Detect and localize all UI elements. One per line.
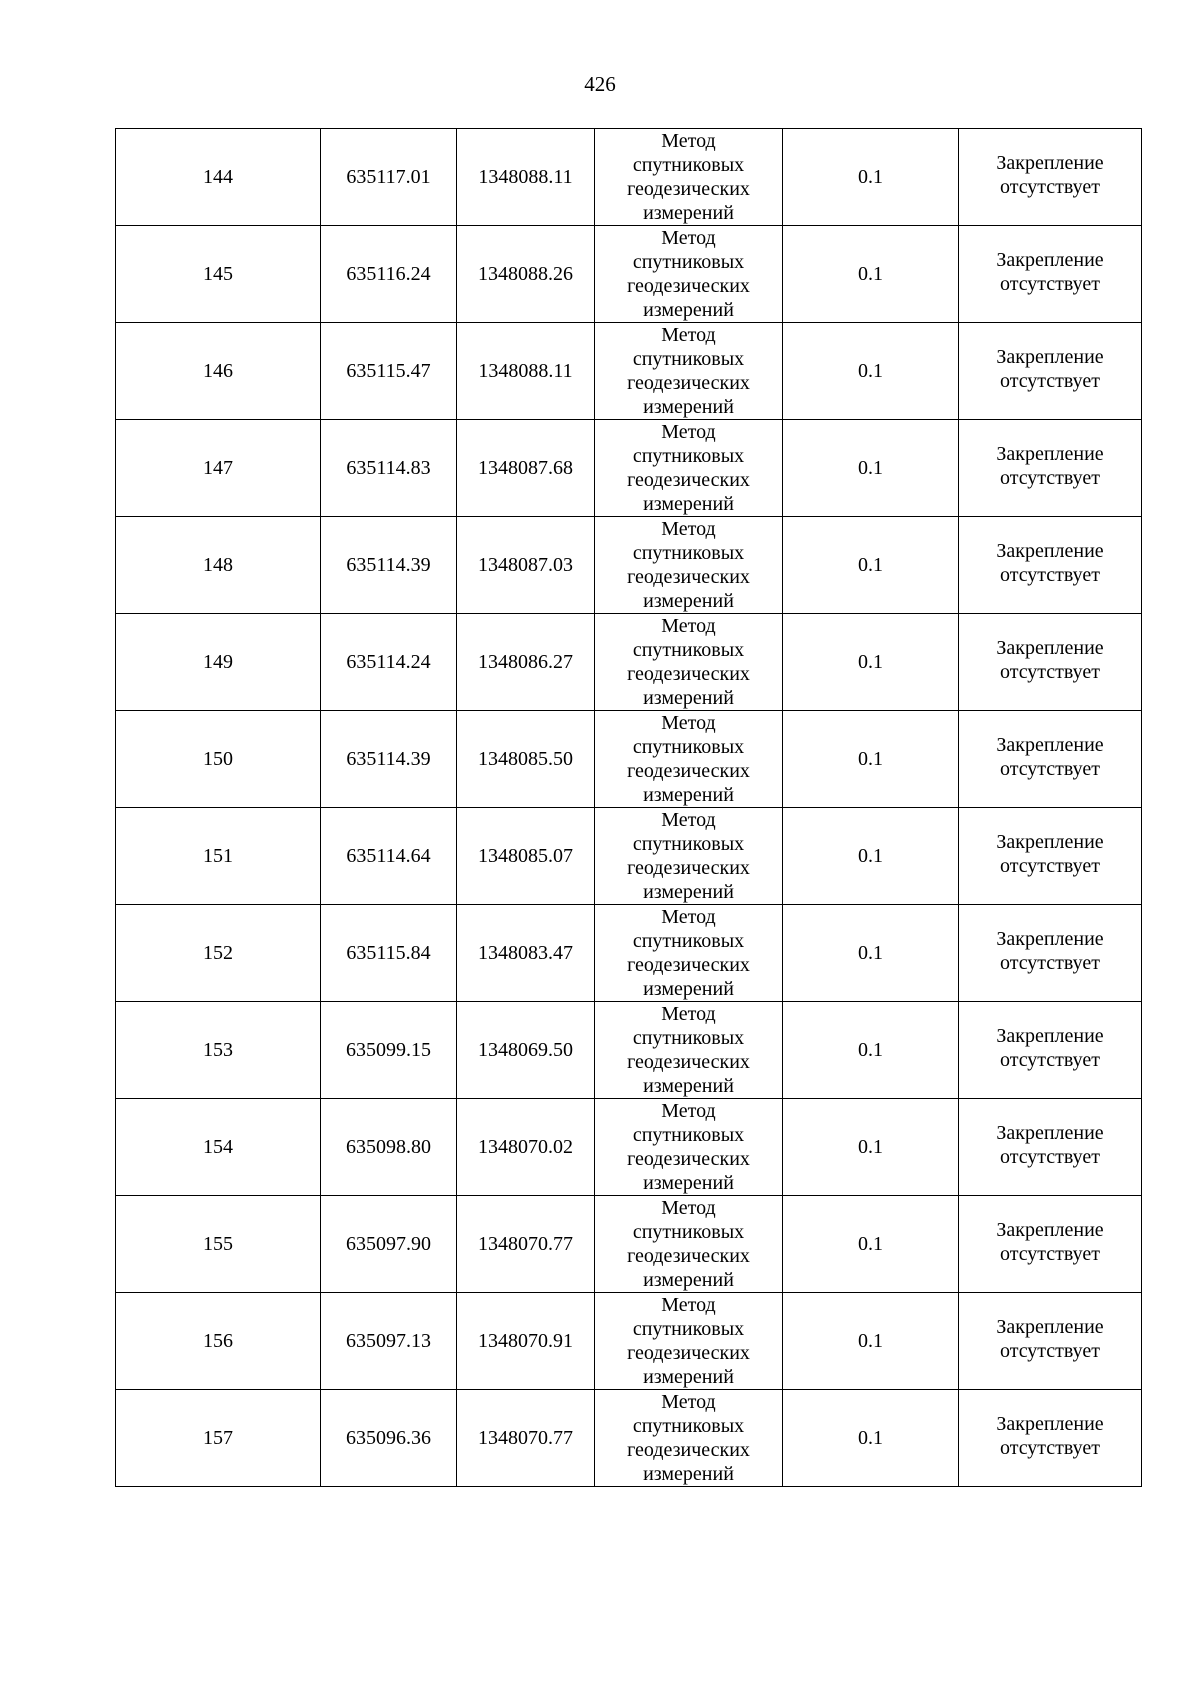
fixing-text [959, 442, 1141, 490]
method-line: геодезических [627, 1051, 750, 1073]
point-number-cell: 157 [116, 1390, 321, 1487]
table-row [116, 226, 1142, 323]
fixing-cell [959, 905, 1142, 1002]
fixing-line: отсутствует [999, 1437, 1101, 1459]
table-row [116, 129, 1142, 226]
fixing-text [959, 1024, 1141, 1072]
method-line: спутниковых [632, 1221, 745, 1243]
fixing-cell [959, 323, 1142, 420]
fixing-line: Закрепление [996, 1413, 1104, 1435]
method-line: измерений [643, 881, 734, 903]
method-line: измерений [643, 493, 734, 515]
method-line: Метод [661, 421, 716, 443]
fixing-text [959, 830, 1141, 878]
fixing-text [959, 345, 1141, 393]
fixing-cell [959, 420, 1142, 517]
accuracy-cell: 0.1 [783, 323, 959, 420]
point-number-cell: 148 [116, 517, 321, 614]
fixing-text [959, 636, 1141, 684]
x-coordinate-cell: 635098.80 [321, 1099, 457, 1196]
method-line: геодезических [627, 1148, 750, 1170]
fixing-line: Закрепление [996, 249, 1104, 271]
method-line: геодезических [627, 663, 750, 685]
point-number-cell: 149 [116, 614, 321, 711]
method-cell [595, 711, 783, 808]
method-cell [595, 1293, 783, 1390]
fixing-text [959, 151, 1141, 199]
method-line: спутниковых [632, 1027, 745, 1049]
y-coordinate-cell: 1348088.11 [457, 323, 595, 420]
method-line: измерений [643, 1075, 734, 1097]
fixing-cell [959, 808, 1142, 905]
method-line: спутниковых [632, 348, 745, 370]
x-coordinate-cell: 635097.90 [321, 1196, 457, 1293]
method-cell [595, 1099, 783, 1196]
fixing-line: отсутствует [999, 564, 1101, 586]
fixing-line: Закрепление [996, 928, 1104, 950]
method-cell [595, 1390, 783, 1487]
y-coordinate-cell: 1348070.91 [457, 1293, 595, 1390]
method-line: спутниковых [632, 1318, 745, 1340]
method-line: геодезических [627, 178, 750, 200]
accuracy-cell: 0.1 [783, 517, 959, 614]
method-line: измерений [643, 1172, 734, 1194]
table-row [116, 323, 1142, 420]
method-line: измерений [643, 1269, 734, 1291]
method-cell [595, 226, 783, 323]
table-row [116, 614, 1142, 711]
x-coordinate-cell: 635114.83 [321, 420, 457, 517]
method-line: Метод [661, 130, 716, 152]
fixing-cell [959, 1099, 1142, 1196]
fixing-line: отсутствует [999, 176, 1101, 198]
accuracy-cell: 0.1 [783, 614, 959, 711]
fixing-cell [959, 1002, 1142, 1099]
method-line: геодезических [627, 566, 750, 588]
fixing-line: отсутствует [999, 1340, 1101, 1362]
x-coordinate-cell: 635115.84 [321, 905, 457, 1002]
accuracy-cell: 0.1 [783, 1390, 959, 1487]
method-line: спутниковых [632, 833, 745, 855]
table-row [116, 808, 1142, 905]
accuracy-cell: 0.1 [783, 808, 959, 905]
fixing-line: Закрепление [996, 540, 1104, 562]
fixing-text [959, 539, 1141, 587]
fixing-line: Закрепление [996, 1122, 1104, 1144]
x-coordinate-cell: 635115.47 [321, 323, 457, 420]
method-line: Метод [661, 227, 716, 249]
method-line: Метод [661, 518, 716, 540]
y-coordinate-cell: 1348070.77 [457, 1390, 595, 1487]
fixing-cell [959, 1293, 1142, 1390]
y-coordinate-cell: 1348087.68 [457, 420, 595, 517]
method-line: спутниковых [632, 251, 745, 273]
method-line: геодезических [627, 760, 750, 782]
fixing-cell [959, 1196, 1142, 1293]
accuracy-cell: 0.1 [783, 1099, 959, 1196]
method-line: Метод [661, 712, 716, 734]
y-coordinate-cell: 1348088.11 [457, 129, 595, 226]
fixing-cell [959, 711, 1142, 808]
coordinates-table [115, 128, 1142, 1487]
x-coordinate-cell: 635114.39 [321, 711, 457, 808]
method-cell [595, 323, 783, 420]
method-line: Метод [661, 324, 716, 346]
fixing-line: отсутствует [999, 467, 1101, 489]
y-coordinate-cell: 1348083.47 [457, 905, 595, 1002]
coordinates-table-body [116, 129, 1142, 1487]
fixing-line: отсутствует [999, 1146, 1101, 1168]
x-coordinate-cell: 635114.39 [321, 517, 457, 614]
fixing-text [959, 1412, 1141, 1460]
table-row [116, 1293, 1142, 1390]
fixing-line: отсутствует [999, 952, 1101, 974]
point-number-cell: 154 [116, 1099, 321, 1196]
method-cell [595, 905, 783, 1002]
method-line: спутниковых [632, 1124, 745, 1146]
fixing-line: отсутствует [999, 661, 1101, 683]
table-row [116, 1002, 1142, 1099]
method-line: Метод [661, 615, 716, 637]
fixing-text [959, 1121, 1141, 1169]
fixing-text [959, 927, 1141, 975]
method-line: спутниковых [632, 445, 745, 467]
table-row [116, 517, 1142, 614]
fixing-line: Закрепление [996, 443, 1104, 465]
method-line: геодезических [627, 372, 750, 394]
method-line: Метод [661, 1391, 716, 1413]
method-line: Метод [661, 1100, 716, 1122]
method-line: измерений [643, 978, 734, 1000]
method-line: спутниковых [632, 736, 745, 758]
x-coordinate-cell: 635097.13 [321, 1293, 457, 1390]
x-coordinate-cell: 635114.24 [321, 614, 457, 711]
fixing-line: Закрепление [996, 1316, 1104, 1338]
fixing-line: отсутствует [999, 1243, 1101, 1265]
table-row [116, 1099, 1142, 1196]
method-line: измерений [643, 1366, 734, 1388]
fixing-cell [959, 226, 1142, 323]
accuracy-cell: 0.1 [783, 129, 959, 226]
fixing-text [959, 1218, 1141, 1266]
table-row [116, 1196, 1142, 1293]
method-line: измерений [643, 202, 734, 224]
point-number-cell: 151 [116, 808, 321, 905]
y-coordinate-cell: 1348087.03 [457, 517, 595, 614]
method-line: измерений [643, 1463, 734, 1485]
fixing-cell [959, 517, 1142, 614]
fixing-line: Закрепление [996, 1025, 1104, 1047]
point-number-cell: 153 [116, 1002, 321, 1099]
method-line: Метод [661, 1197, 716, 1219]
fixing-line: Закрепление [996, 637, 1104, 659]
page-number: 426 [584, 72, 616, 96]
fixing-line: отсутствует [999, 855, 1101, 877]
method-line: Метод [661, 1003, 716, 1025]
method-line: измерений [643, 687, 734, 709]
fixing-text [959, 248, 1141, 296]
y-coordinate-cell: 1348085.50 [457, 711, 595, 808]
method-line: спутниковых [632, 930, 745, 952]
accuracy-cell: 0.1 [783, 420, 959, 517]
point-number-cell: 144 [116, 129, 321, 226]
method-line: геодезических [627, 469, 750, 491]
fixing-line: отсутствует [999, 758, 1101, 780]
table-row [116, 711, 1142, 808]
y-coordinate-cell: 1348070.77 [457, 1196, 595, 1293]
point-number-cell: 156 [116, 1293, 321, 1390]
y-coordinate-cell: 1348086.27 [457, 614, 595, 711]
method-cell [595, 1002, 783, 1099]
x-coordinate-cell: 635096.36 [321, 1390, 457, 1487]
fixing-line: отсутствует [999, 370, 1101, 392]
fixing-cell [959, 1390, 1142, 1487]
method-line: Метод [661, 1294, 716, 1316]
point-number-cell: 146 [116, 323, 321, 420]
fixing-line: Закрепление [996, 152, 1104, 174]
x-coordinate-cell: 635116.24 [321, 226, 457, 323]
method-line: измерений [643, 299, 734, 321]
method-line: измерений [643, 590, 734, 612]
x-coordinate-cell: 635117.01 [321, 129, 457, 226]
method-line: Метод [661, 809, 716, 831]
accuracy-cell: 0.1 [783, 1196, 959, 1293]
table-row [116, 1390, 1142, 1487]
x-coordinate-cell: 635099.15 [321, 1002, 457, 1099]
method-line: геодезических [627, 857, 750, 879]
method-line: спутниковых [632, 1415, 745, 1437]
method-cell [595, 1196, 783, 1293]
point-number-cell: 147 [116, 420, 321, 517]
y-coordinate-cell: 1348085.07 [457, 808, 595, 905]
fixing-text [959, 733, 1141, 781]
point-number-cell: 150 [116, 711, 321, 808]
fixing-text [959, 1315, 1141, 1363]
accuracy-cell: 0.1 [783, 1002, 959, 1099]
table-row [116, 905, 1142, 1002]
method-cell [595, 129, 783, 226]
y-coordinate-cell: 1348088.26 [457, 226, 595, 323]
method-line: измерений [643, 784, 734, 806]
method-cell [595, 420, 783, 517]
fixing-line: Закрепление [996, 831, 1104, 853]
method-line: геодезических [627, 1342, 750, 1364]
fixing-line: отсутствует [999, 1049, 1101, 1071]
point-number-cell: 152 [116, 905, 321, 1002]
fixing-line: Закрепление [996, 1219, 1104, 1241]
point-number-cell: 145 [116, 226, 321, 323]
fixing-cell [959, 614, 1142, 711]
fixing-line: отсутствует [999, 273, 1101, 295]
fixing-line: Закрепление [996, 734, 1104, 756]
y-coordinate-cell: 1348070.02 [457, 1099, 595, 1196]
method-cell [595, 808, 783, 905]
point-number-cell: 155 [116, 1196, 321, 1293]
method-line: геодезических [627, 1439, 750, 1461]
fixing-line: Закрепление [996, 346, 1104, 368]
method-cell [595, 517, 783, 614]
method-line: измерений [643, 396, 734, 418]
y-coordinate-cell: 1348069.50 [457, 1002, 595, 1099]
method-line: спутниковых [632, 154, 745, 176]
accuracy-cell: 0.1 [783, 1293, 959, 1390]
x-coordinate-cell: 635114.64 [321, 808, 457, 905]
table-row [116, 420, 1142, 517]
accuracy-cell: 0.1 [783, 226, 959, 323]
fixing-cell [959, 129, 1142, 226]
method-line: спутниковых [632, 542, 745, 564]
method-line: Метод [661, 906, 716, 928]
accuracy-cell: 0.1 [783, 711, 959, 808]
method-cell [595, 614, 783, 711]
method-line: спутниковых [632, 639, 745, 661]
accuracy-cell: 0.1 [783, 905, 959, 1002]
method-line: геодезических [627, 275, 750, 297]
method-line: геодезических [627, 1245, 750, 1267]
method-line: геодезических [627, 954, 750, 976]
